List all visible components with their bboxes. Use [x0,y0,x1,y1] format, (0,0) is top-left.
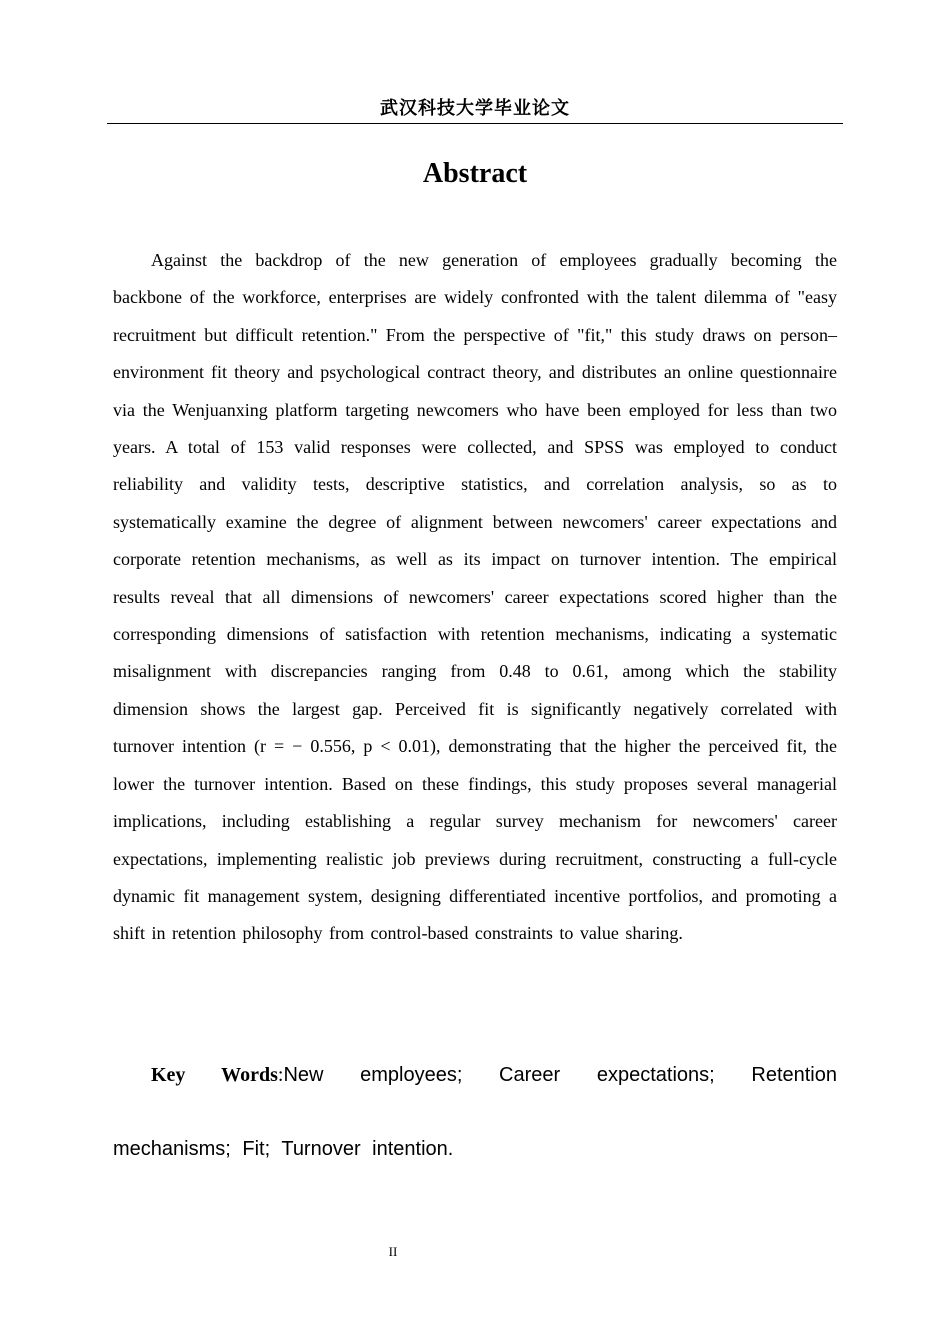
keywords-separator: : [277,1064,284,1086]
running-header: 武汉科技大学毕业论文 [380,98,570,119]
page-number: II [388,1244,398,1259]
keywords-list: New employees; Career expectations; Retention mechanisms; Fit; Turnover intention. [113,1064,837,1160]
header-rule [107,123,843,124]
abstract-body: Against the backdrop of the new generation of employees gradually becoming the backbone of the workforce, enterprises are widely confronted with the talent dilemma of "easy recruitment but difficult retention." From the perspective of "fit," this study draws on person–environment fit theory and psychological contract theory, and distributes an online questionnaire via the Wenjuanxing platform targeting newcomers who have been employed for less than two years. A total of 153 valid responses were collected, and SPSS was employed to conduct reliability and validity tests, descriptive statistics, and correlation analysis, so as to systematically examine the degree of alignment between newcomers' career expectations and corporate retention mechanisms, as well as its impact on turnover intention. The empirical results reveal that all dimensions of newcomers' career expectations scored higher than the corresponding dimensions of satisfaction with retention mechanisms, indicating a systematic misalignment with discrepancies ranging from 0.48 to 0.61, among which the stability dimension shows the largest gap. Perceived fit is significantly negatively correlated with turnover intention (r = − 0.556, p < 0.01), demonstrating that the higher the perceived fit, the lower the turnover intention. Based on these findings, this study proposes several managerial implications, including establishing a regular survey mechanism for newcomers' career expectations, implementing realistic job previews during recruitment, constructing a full-cycle dynamic fit management system, designing differentiated incentive portfolios, and promoting a shift in retention philosophy from control-based constraints to value sharing. [113,250,837,944]
keywords-paragraph [113,1038,837,1186]
abstract-title: Abstract [422,158,528,189]
keywords-label: Key Words [151,1064,278,1086]
